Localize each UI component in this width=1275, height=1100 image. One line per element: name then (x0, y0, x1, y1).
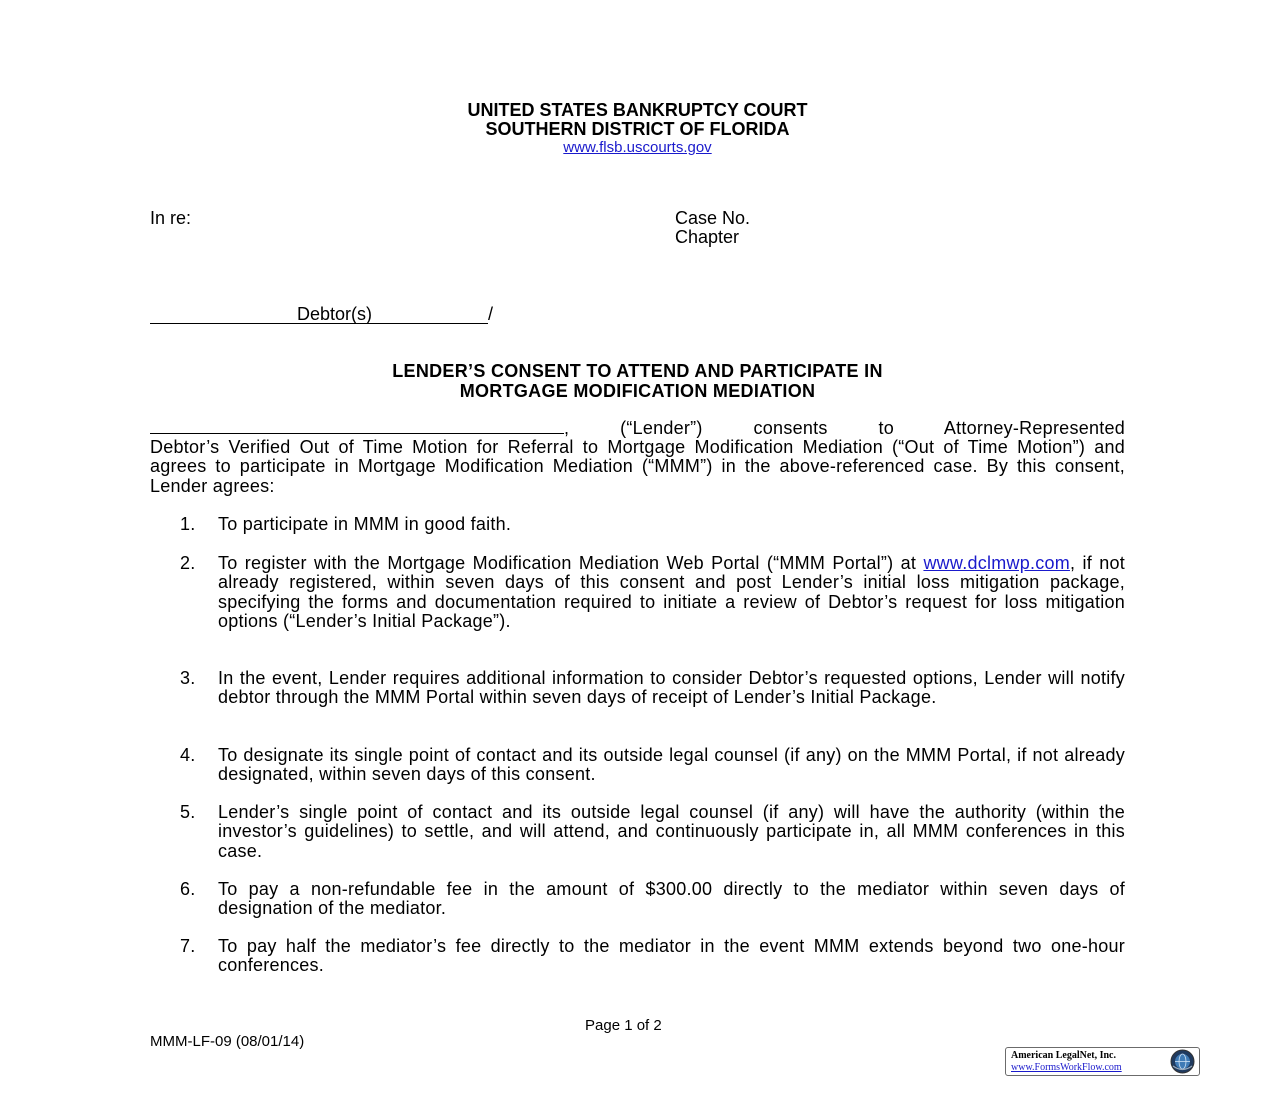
list-item-text: To pay a non-refundable fee in the amount of $300.00 directly to the mediator within seven days of designation of the mediator. (218, 879, 1125, 919)
badge-url[interactable]: www.FormsWorkFlow.com (1011, 1062, 1122, 1073)
list-item-number: 6. (180, 879, 196, 899)
list-item-text: To participate in MMM in good faith. (218, 514, 512, 534)
list-item (150, 515, 1125, 534)
list-item (150, 803, 1125, 861)
debtor-slash: / (488, 304, 494, 324)
badge-name: American LegalNet, Inc. (1011, 1050, 1116, 1061)
intro-first-line (150, 419, 1125, 438)
district-name: SOUTHERN DISTRICT OF FLORIDA (485, 119, 790, 139)
document-title-line2: MORTGAGE MODIFICATION MEDIATION (459, 381, 816, 401)
court-name: UNITED STATES BANKRUPTCY COURT (467, 100, 808, 120)
list-item-number: 1. (180, 514, 196, 534)
list-item-text-part: , if not already registered, within seven days of this consent and post Lender’s initial loss mitigation package, specifying the forms and documentation required to initiate a review of Debtor’s request for loss mitigation options (“Lender’s Initial Package”). (218, 553, 1125, 631)
list-item-text: To pay half the mediator’s fee directly to the mediator in the event MMM extends beyond two one-hour conferences. (218, 936, 1125, 976)
intro-line1-text: , (“Lender”) consents to Attorney-Represented (564, 418, 1125, 438)
form-id: MMM-LF-09 (08/01/14) (150, 1033, 305, 1050)
globe-seal-icon (1170, 1049, 1195, 1074)
list-item-number: 3. (180, 668, 196, 688)
list-item (150, 669, 1125, 708)
chapter-label: Chapter (675, 227, 740, 247)
list-item-text: Lender’s single point of contact and its outside legal counsel (if any) will have the authority (within the investor’s guidelines) to settle, and will attend, and continuously participate in, all MMM conferences in this case. (218, 802, 1125, 861)
in-re-label: In re: (150, 208, 192, 228)
list-item-text-part: To register with the Mortgage Modification Mediation Web Portal (“MMM Portal”) at (218, 553, 924, 573)
list-item-text: To designate its single point of contact and its outside legal counsel (if any) on the MMM Portal, if not already designated, within seven days of this consent. (218, 745, 1125, 785)
list-item (150, 937, 1125, 976)
intro-paragraph: Debtor’s Verified Out of Time Motion for Referral to Mortgage Modification Mediation (“Out of Time Motion”) and agrees to participate in Mortgage Modification Mediation (“MMM”) in the above-referenced case. By this consent, Lender agrees: (150, 437, 1125, 496)
page-number: Page 1 of 2 (585, 1017, 662, 1034)
dclmwp-link[interactable]: www.dclmwp.com (923, 553, 1070, 573)
court-website-link[interactable]: www.flsb.uscourts.gov (563, 139, 712, 156)
list-item (150, 880, 1125, 919)
case-no-label: Case No. (675, 208, 751, 228)
list-item-number: 5. (180, 802, 196, 822)
list-item-number: 7. (180, 936, 196, 956)
list-item (150, 554, 1125, 631)
lender-name-blank[interactable] (150, 419, 564, 434)
american-legalnet-badge[interactable] (1005, 1047, 1200, 1076)
debtor-label: Debtor(s) (297, 304, 373, 324)
list-item-text: In the event, Lender requires additional information to consider Debtor’s requested options, Lender will notify debtor through the MMM Portal within seven days of receipt of Lender’s Initial Package. (218, 668, 1125, 708)
list-item-text (218, 554, 1125, 631)
list-item-number: 4. (180, 745, 196, 765)
list-item (150, 746, 1125, 785)
document-title-line1: LENDER’S CONSENT TO ATTEND AND PARTICIPATE IN (392, 361, 883, 381)
list-item-number: 2. (180, 553, 196, 573)
